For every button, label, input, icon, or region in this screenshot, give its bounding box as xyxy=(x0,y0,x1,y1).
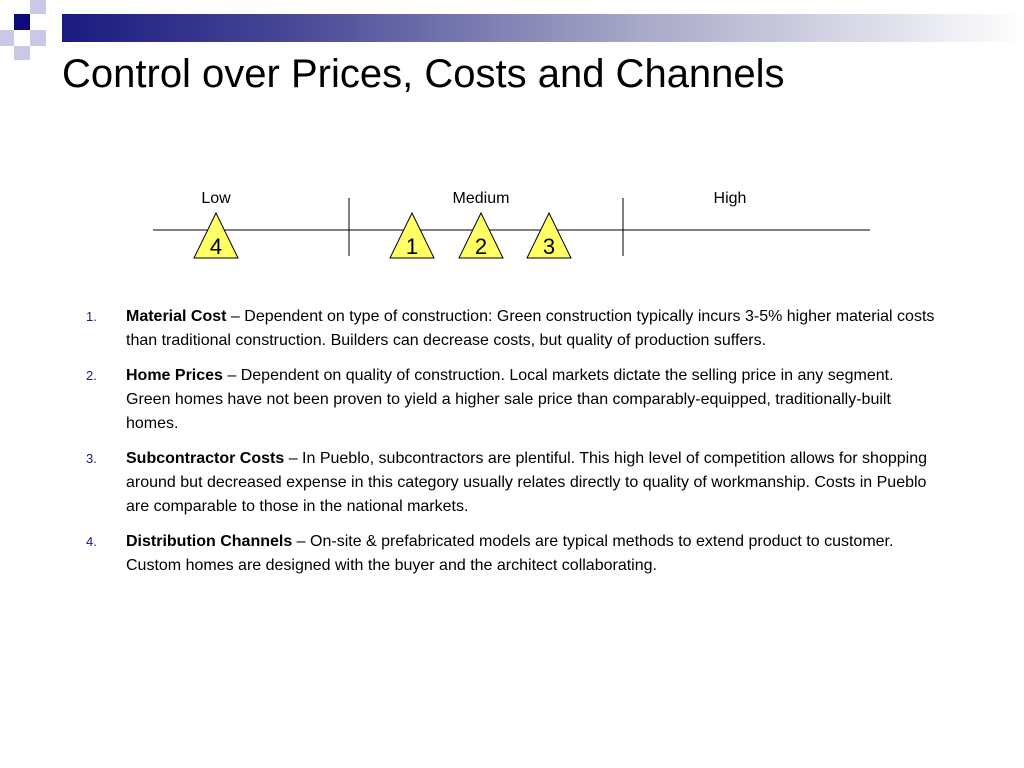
marker-label: 2 xyxy=(474,234,488,259)
item-heading: Subcontractor Costs xyxy=(126,450,285,467)
item-number: 4. xyxy=(86,534,97,549)
item-heading: Material Cost xyxy=(126,308,227,325)
item-text: – Dependent on type of construction: Green construction typically incurs 3-5% higher material costs than traditional construction. Builders can decrease costs, but quality of production suffers. xyxy=(126,308,935,349)
item-number: 2. xyxy=(86,368,97,383)
marker-3 xyxy=(527,213,571,259)
list-item-material-cost xyxy=(86,305,936,353)
marker-label: 4 xyxy=(209,234,223,259)
item-heading: Distribution Channels xyxy=(126,533,293,550)
list-item-subcontractor-costs xyxy=(86,447,936,519)
item-text: – In Pueblo, subcontractors are plentiful. This high level of competition allows for shopping around but decreased expense in this category usually relates directly to quality of workmanship. Costs in Pueblo are comparable to those in the national markets. xyxy=(126,450,927,515)
slide-title: Control over Prices, Costs and Channels xyxy=(62,52,785,96)
scale-label-high: High xyxy=(713,190,747,207)
list-item-distribution-channels xyxy=(86,530,936,578)
marker-label: 3 xyxy=(542,234,556,259)
item-number: 3. xyxy=(86,451,97,466)
scale-label-medium: Medium xyxy=(452,190,510,207)
marker-1 xyxy=(390,213,434,259)
marker-4 xyxy=(194,213,238,259)
item-number: 1. xyxy=(86,309,97,324)
marker-label: 1 xyxy=(405,234,419,259)
list-item-home-prices xyxy=(86,364,936,436)
item-text: – Dependent on quality of construction. Local markets dictate the selling price in any segment. Green homes have not been proven to yield a higher sale price than comparably-equipped, traditionally-built homes. xyxy=(126,367,894,432)
control-scale xyxy=(0,0,1024,300)
item-text: – On-site & prefabricated models are typical methods to extend product to customer. Custom homes are designed with the buyer and the architect collaborating. xyxy=(126,533,894,574)
scale-label-low: Low xyxy=(201,190,231,207)
item-heading: Home Prices xyxy=(126,367,223,384)
marker-2 xyxy=(459,213,503,259)
explanation-list xyxy=(86,305,936,589)
